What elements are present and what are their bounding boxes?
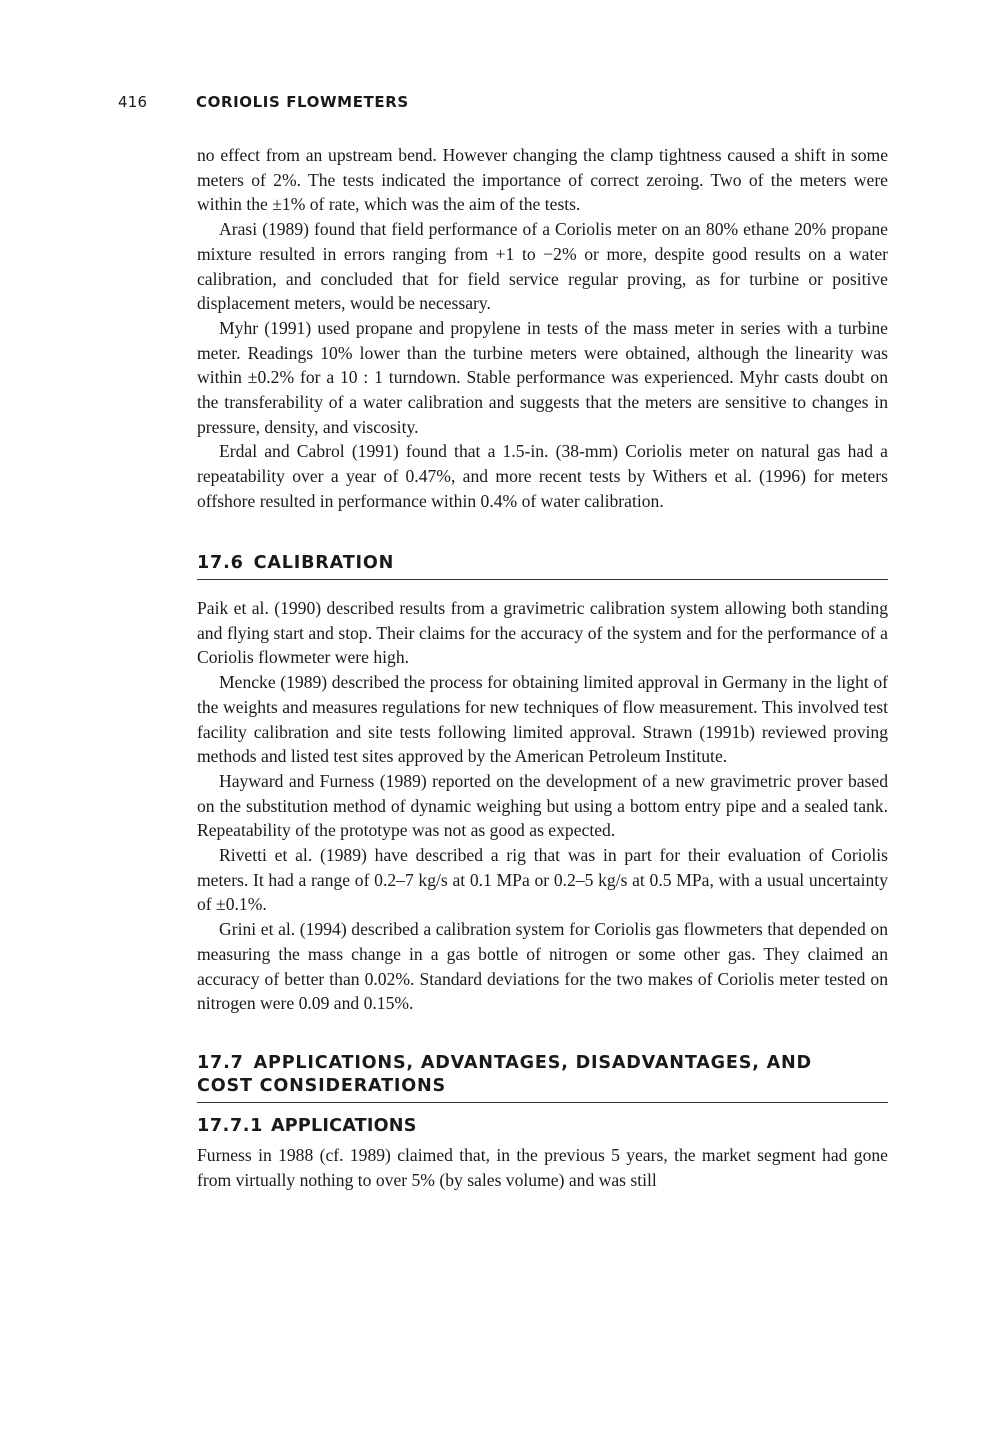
subsection-heading-applications	[197, 1115, 888, 1137]
page-body	[197, 143, 888, 1192]
paragraph: Paik et al. (1990) described results from a gravimetric calibration system allowing both standing and flying start and stop. Their claims for the accuracy of the system and for the performance of a Coriolis flowmeter were high.	[197, 598, 888, 668]
section-heading-calibration	[197, 552, 888, 581]
paragraph: Arasi (1989) found that field performance of a Coriolis meter on an 80% ethane 20% propane mixture resulted in errors ranging from +1 to −2% or more, despite good results on a water calibration, and concluded that for field service regular proving, as for turbine or positive displacement meters, would be necessary.	[197, 219, 888, 314]
paragraph: Grini et al. (1994) described a calibration system for Coriolis gas flowmeters that depended on measuring the mass change in a gas bottle of nitrogen or some other gas. They claimed an accuracy of better than 0.02%. Standard deviations for the two makes of Coriolis meter tested on nitrogen were 0.09 and 0.15%.	[197, 919, 888, 1014]
paragraph: Myhr (1991) used propane and propylene in tests of the mass meter in series with a turbine meter. Readings 10% lower than the turbine meters were obtained, although the linearity was within ±0.2% for a 10 : 1 turndown. Stable performance was experienced. Myhr casts doubt on the transferability of a water calibration and suggests that the meters are sensitive to changes in pressure, density, and viscosity.	[197, 317, 888, 437]
subsection-title: APPLICATIONS	[270, 1116, 417, 1136]
paragraph: no effect from an upstream bend. However changing the clamp tightness caused a shift in some meters of 2%. The tests indicated the importance of correct zeroing. Two of the meters were within the ±1% of rate, which was the aim of the tests.	[197, 145, 888, 215]
page-number: 416	[118, 93, 148, 111]
running-title: CORIOLIS FLOWMETERS	[196, 93, 409, 111]
paragraph: Erdal and Cabrol (1991) found that a 1.5-in. (38-mm) Coriolis meter on natural gas had a repeatability over a year of 0.47%, and more recent tests by Withers et al. (1996) for meters offshore resulted in performance within 0.4% of water calibration.	[197, 441, 888, 511]
paragraph: Hayward and Furness (1989) reported on the development of a new gravimetric prover based on the substitution method of dynamic weighing but using a bottom entry pipe and a sealed tank. Repeatability of the prototype was not as good as expected.	[197, 770, 888, 841]
section-title-line-2: COST CONSIDERATIONS	[197, 1075, 446, 1096]
section-title: CALIBRATION	[253, 552, 395, 573]
section-title-line-1: APPLICATIONS, ADVANTAGES, DISADVANTAGES, AND	[253, 1053, 812, 1073]
section-number: 17.6	[197, 552, 244, 573]
section-number: 17.7	[197, 1053, 244, 1073]
running-head	[118, 93, 409, 111]
paragraph: Furness in 1988 (cf. 1989) claimed that, in the previous 5 years, the market segment had gone from virtually nothing to over 5% (by sales volume) and was still	[197, 1145, 888, 1190]
subsection-number: 17.7.1	[197, 1116, 263, 1136]
paragraph: Rivetti et al. (1989) have described a rig that was in part for their evaluation of Coriolis meters. It had a range of 0.2–7 kg/s at 0.1 MPa or 0.2–5 kg/s at 0.5 MPa, with a usual uncertainty of ±0.1%.	[197, 845, 888, 915]
paragraph: Mencke (1989) described the process for obtaining limited approval in Germany in the light of the weights and measures regulations for new techniques of flow measurement. This involved test facility calibration and site tests following limited approval. Strawn (1991b) reviewed proving methods and listed test sites approved by the American Petroleum Institute.	[197, 672, 888, 767]
section-heading-applications	[197, 1052, 888, 1103]
